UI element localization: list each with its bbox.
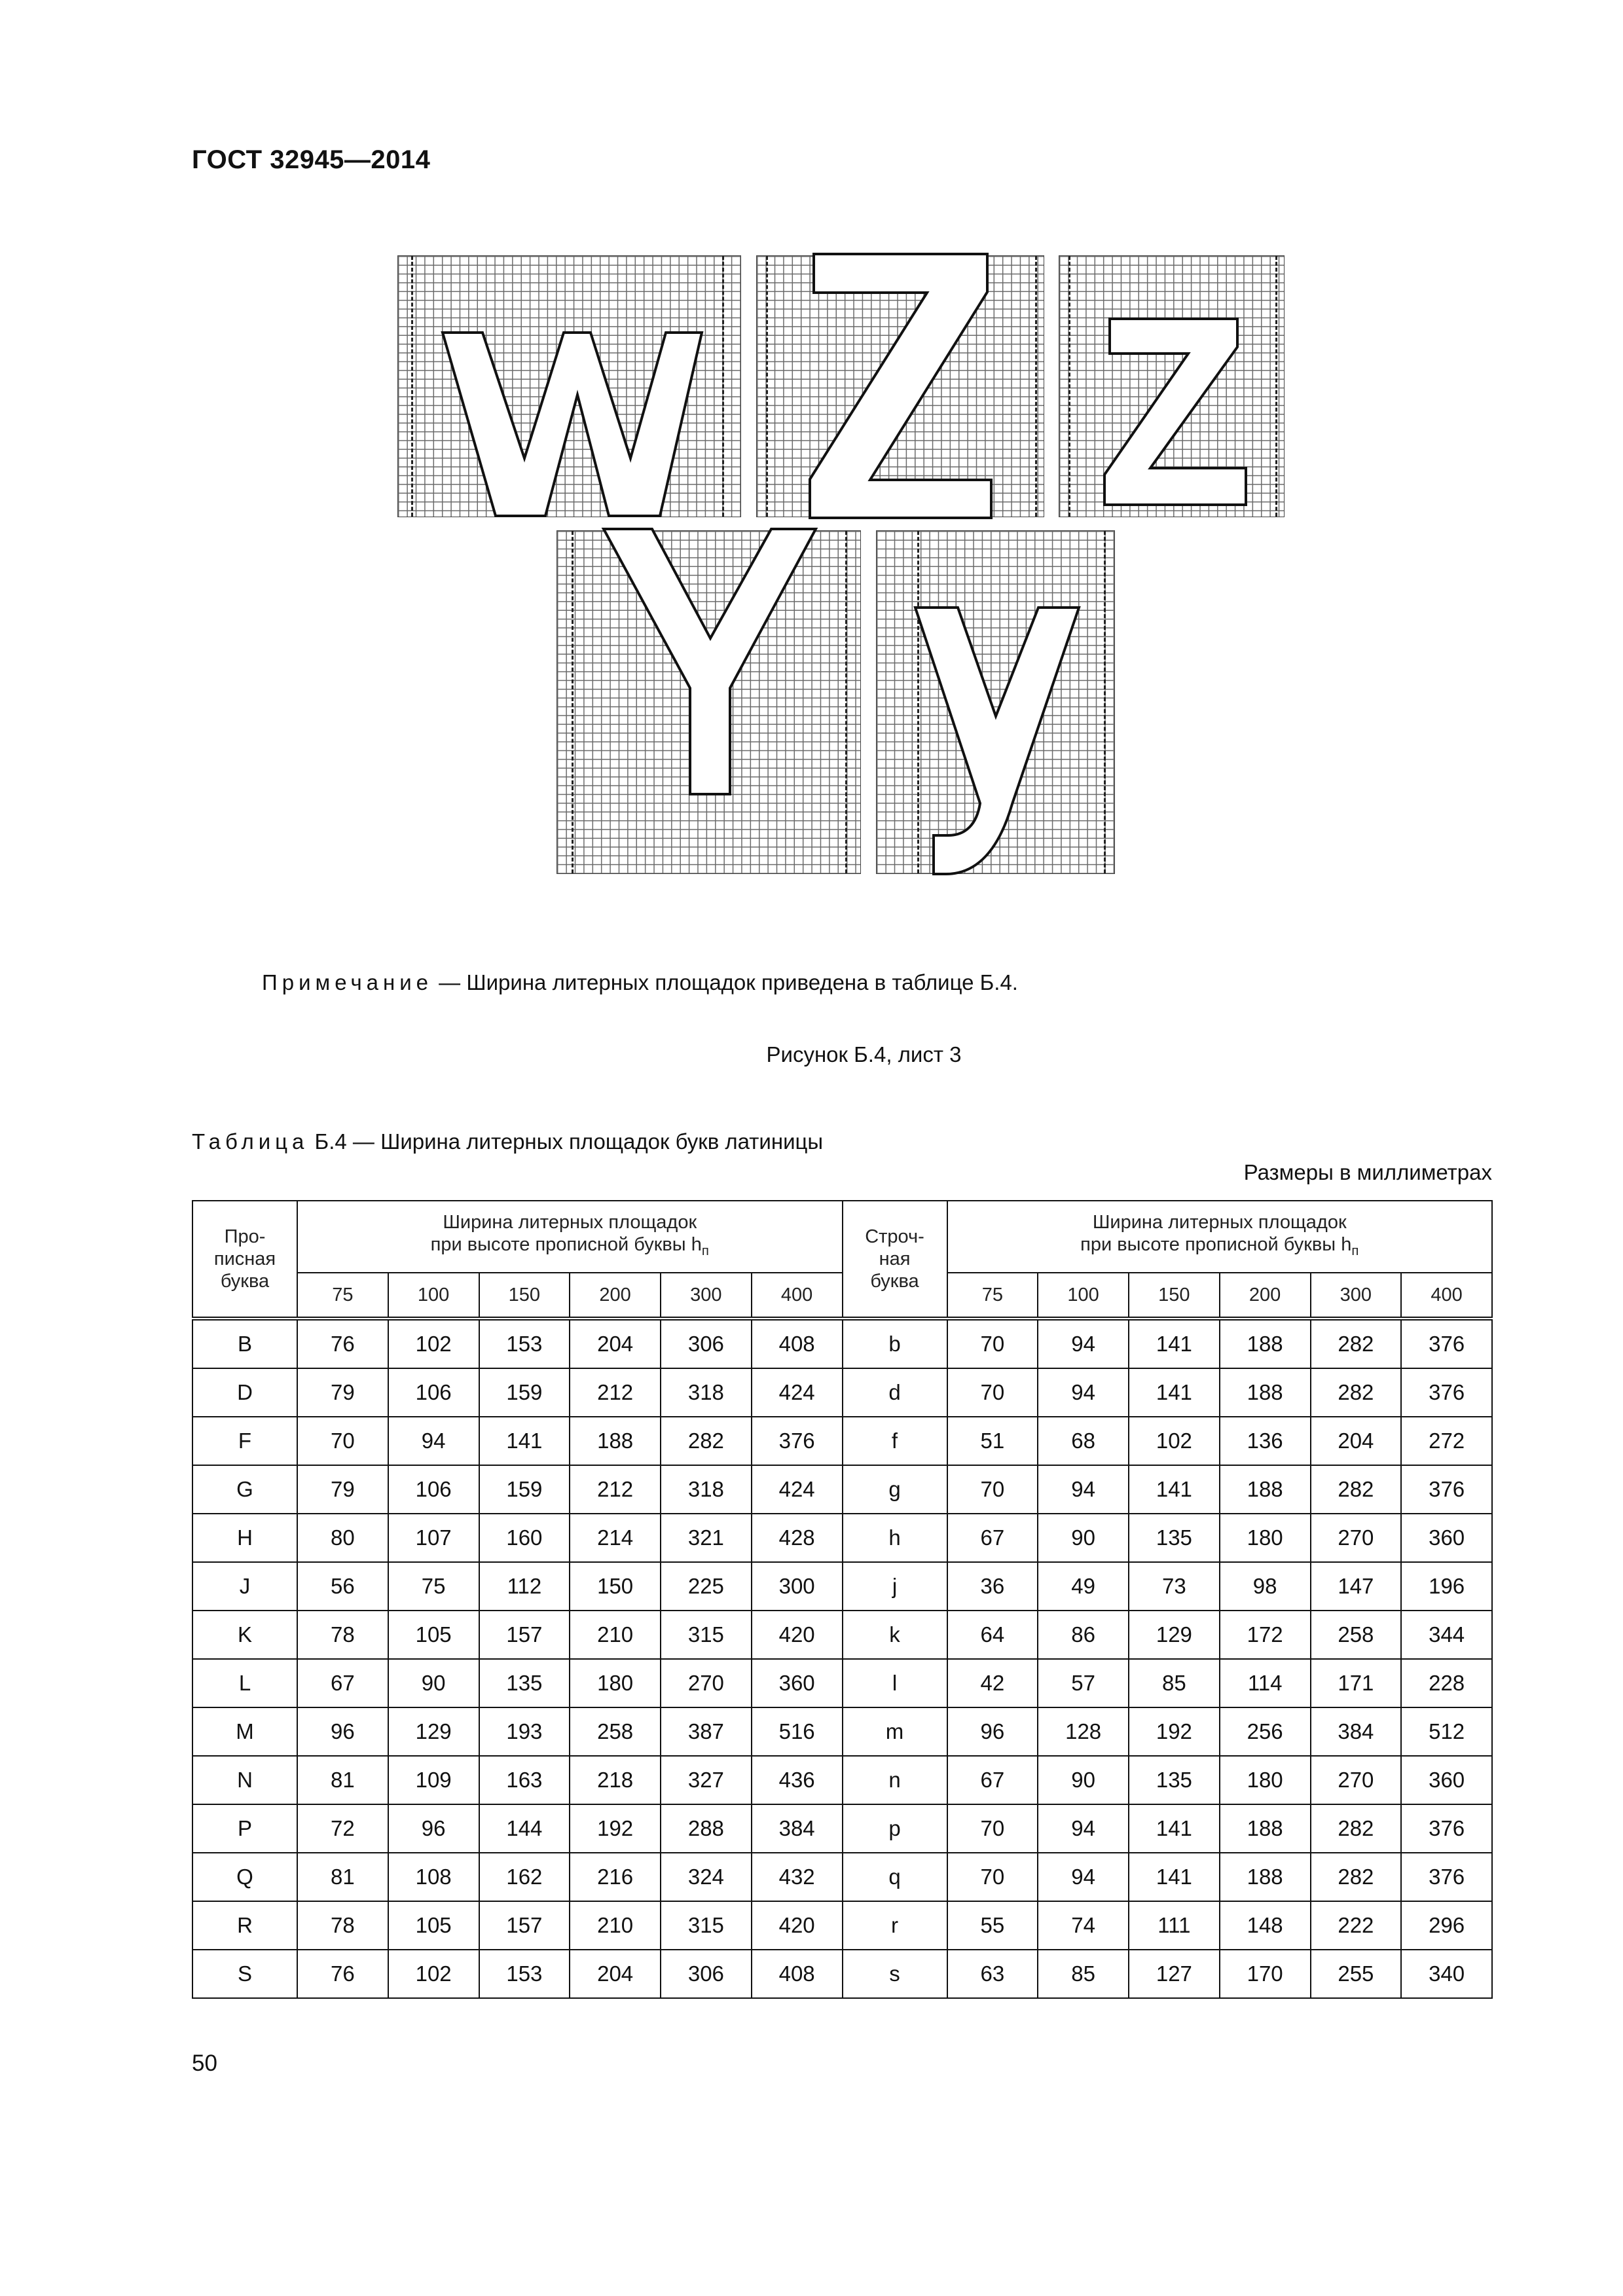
figure-caption: Рисунок Б.4, лист 3 — [766, 1042, 962, 1066]
width-cell: 102 — [388, 1319, 479, 1368]
width-cell: 109 — [388, 1756, 479, 1804]
letter-cell: B — [192, 1319, 297, 1368]
width-cell: 128 — [1038, 1707, 1129, 1756]
letter-cell: G — [192, 1465, 297, 1514]
width-cell: 159 — [479, 1368, 570, 1417]
width-cell: 114 — [1220, 1659, 1311, 1707]
width-cell: 315 — [661, 1611, 752, 1659]
width-cell: 180 — [570, 1659, 661, 1707]
width-cell: 96 — [297, 1707, 388, 1756]
width-cell: 424 — [752, 1368, 843, 1417]
width-cell: 135 — [1129, 1514, 1220, 1562]
width-cell: 282 — [1311, 1319, 1402, 1368]
width-cell: 81 — [297, 1853, 388, 1901]
width-cell: 258 — [1311, 1611, 1402, 1659]
letter-cell: F — [192, 1417, 297, 1465]
width-cell: 270 — [1311, 1514, 1402, 1562]
width-cell: 188 — [1220, 1368, 1311, 1417]
width-cell: 57 — [1038, 1659, 1129, 1707]
width-cell: 196 — [1401, 1562, 1492, 1611]
width-cell: 222 — [1311, 1901, 1402, 1950]
width-cell: 111 — [1129, 1901, 1220, 1950]
letter-cell: s — [843, 1950, 947, 1998]
height-col: 100 — [388, 1273, 479, 1319]
width-cell: 288 — [661, 1804, 752, 1853]
width-cell: 94 — [1038, 1319, 1129, 1368]
width-cell: 72 — [297, 1804, 388, 1853]
note-label: Примечание — [262, 970, 433, 994]
width-cell: 85 — [1129, 1659, 1220, 1707]
letter-cell: l — [843, 1659, 947, 1707]
header-width-line1: Ширина литерных площадок — [443, 1212, 697, 1233]
height-col: 75 — [947, 1273, 1038, 1319]
width-cell: 70 — [947, 1368, 1038, 1417]
header-width-lower — [947, 1201, 1493, 1273]
width-cell: 318 — [661, 1465, 752, 1514]
letter-cell: m — [843, 1707, 947, 1756]
width-cell: 159 — [479, 1465, 570, 1514]
table-row — [192, 1611, 1492, 1659]
width-cell: 157 — [479, 1901, 570, 1950]
width-cell: 282 — [1311, 1368, 1402, 1417]
width-cell: 512 — [1401, 1707, 1492, 1756]
width-cell: 144 — [479, 1804, 570, 1853]
width-cell: 112 — [479, 1562, 570, 1611]
width-cell: 255 — [1311, 1950, 1402, 1998]
letter-cell: S — [192, 1950, 297, 1998]
width-cell: 141 — [1129, 1465, 1220, 1514]
letter-width-table — [192, 1200, 1493, 1999]
width-cell: 127 — [1129, 1950, 1220, 1998]
width-cell: 64 — [947, 1611, 1038, 1659]
width-cell: 212 — [570, 1465, 661, 1514]
width-cell: 68 — [1038, 1417, 1129, 1465]
width-cell: 432 — [752, 1853, 843, 1901]
width-cell: 180 — [1220, 1514, 1311, 1562]
width-cell: 74 — [1038, 1901, 1129, 1950]
width-cell: 90 — [1038, 1514, 1129, 1562]
letter-cell: r — [843, 1901, 947, 1950]
width-cell: 102 — [388, 1950, 479, 1998]
width-cell: 212 — [570, 1368, 661, 1417]
width-cell: 321 — [661, 1514, 752, 1562]
width-cell: 78 — [297, 1901, 388, 1950]
width-cell: 105 — [388, 1901, 479, 1950]
width-cell: 193 — [479, 1707, 570, 1756]
width-cell: 80 — [297, 1514, 388, 1562]
width-cell: 79 — [297, 1368, 388, 1417]
table-row — [192, 1659, 1492, 1707]
width-cell: 428 — [752, 1514, 843, 1562]
table-row — [192, 1707, 1492, 1756]
letter-cell: R — [192, 1901, 297, 1950]
width-cell: 218 — [570, 1756, 661, 1804]
width-cell: 360 — [752, 1659, 843, 1707]
width-cell: 96 — [947, 1707, 1038, 1756]
width-cell: 296 — [1401, 1901, 1492, 1950]
width-cell: 344 — [1401, 1611, 1492, 1659]
width-cell: 70 — [947, 1853, 1038, 1901]
table-row — [192, 1514, 1492, 1562]
width-cell: 192 — [570, 1804, 661, 1853]
width-cell: 51 — [947, 1417, 1038, 1465]
table-body — [192, 1319, 1492, 1998]
width-cell: 78 — [297, 1611, 388, 1659]
width-cell: 306 — [661, 1319, 752, 1368]
letter-cell: h — [843, 1514, 947, 1562]
letter-cell: K — [192, 1611, 297, 1659]
width-cell: 318 — [661, 1368, 752, 1417]
table-row — [192, 1853, 1492, 1901]
width-cell: 376 — [1401, 1319, 1492, 1368]
letter-cell: Q — [192, 1853, 297, 1901]
width-cell: 141 — [479, 1417, 570, 1465]
letter-cell: f — [843, 1417, 947, 1465]
width-cell: 170 — [1220, 1950, 1311, 1998]
width-cell: 424 — [752, 1465, 843, 1514]
width-cell: 153 — [479, 1950, 570, 1998]
width-cell: 188 — [570, 1417, 661, 1465]
height-col: 75 — [297, 1273, 388, 1319]
width-cell: 94 — [1038, 1465, 1129, 1514]
header-uppercase: Про- писная буква — [192, 1201, 297, 1319]
header-width-line2: при высоте прописной буквы h — [1080, 1234, 1352, 1256]
width-cell: 256 — [1220, 1707, 1311, 1756]
width-cell: 282 — [1311, 1804, 1402, 1853]
letter-cell: N — [192, 1756, 297, 1804]
width-cell: 42 — [947, 1659, 1038, 1707]
width-cell: 340 — [1401, 1950, 1492, 1998]
letter-cell: g — [843, 1465, 947, 1514]
width-cell: 408 — [752, 1950, 843, 1998]
document-header: ГОСТ 32945—2014 — [192, 145, 431, 174]
width-cell: 376 — [1401, 1465, 1492, 1514]
width-cell: 315 — [661, 1901, 752, 1950]
width-cell: 108 — [388, 1853, 479, 1901]
table-caption — [192, 1129, 823, 1154]
width-cell: 55 — [947, 1901, 1038, 1950]
header-width-sub: п — [1351, 1243, 1359, 1258]
width-cell: 102 — [1129, 1417, 1220, 1465]
width-cell: 79 — [297, 1465, 388, 1514]
height-col: 300 — [661, 1273, 752, 1319]
figure-note — [262, 970, 1018, 995]
height-col: 400 — [1401, 1273, 1492, 1319]
width-cell: 63 — [947, 1950, 1038, 1998]
width-cell: 306 — [661, 1950, 752, 1998]
width-cell: 172 — [1220, 1611, 1311, 1659]
height-col: 200 — [1220, 1273, 1311, 1319]
width-cell: 141 — [1129, 1853, 1220, 1901]
width-cell: 141 — [1129, 1368, 1220, 1417]
width-cell: 129 — [1129, 1611, 1220, 1659]
width-cell: 67 — [297, 1659, 388, 1707]
table-row — [192, 1562, 1492, 1611]
width-cell: 360 — [1401, 1514, 1492, 1562]
width-cell: 516 — [752, 1707, 843, 1756]
width-cell: 56 — [297, 1562, 388, 1611]
width-cell: 270 — [661, 1659, 752, 1707]
width-cell: 204 — [1311, 1417, 1402, 1465]
width-cell: 384 — [752, 1804, 843, 1853]
width-cell: 76 — [297, 1950, 388, 1998]
header-width-line1: Ширина литерных площадок — [1092, 1212, 1347, 1233]
table-row — [192, 1804, 1492, 1853]
height-col: 150 — [1129, 1273, 1220, 1319]
page-number: 50 — [192, 2050, 217, 2076]
letter-cell: b — [843, 1319, 947, 1368]
width-cell: 67 — [947, 1514, 1038, 1562]
width-cell: 327 — [661, 1756, 752, 1804]
width-cell: 148 — [1220, 1901, 1311, 1950]
width-cell: 147 — [1311, 1562, 1402, 1611]
width-cell: 258 — [570, 1707, 661, 1756]
table-row — [192, 1950, 1492, 1998]
letter-cell: d — [843, 1368, 947, 1417]
width-cell: 282 — [1311, 1465, 1402, 1514]
width-cell: 90 — [1038, 1756, 1129, 1804]
width-cell: 86 — [1038, 1611, 1129, 1659]
width-cell: 188 — [1220, 1804, 1311, 1853]
height-col: 200 — [570, 1273, 661, 1319]
width-cell: 96 — [388, 1804, 479, 1853]
width-cell: 387 — [661, 1707, 752, 1756]
letter-cell: p — [843, 1804, 947, 1853]
letter-cell: j — [843, 1562, 947, 1611]
width-cell: 70 — [297, 1417, 388, 1465]
table-caption-label: Таблица — [192, 1129, 309, 1154]
width-cell: 324 — [661, 1853, 752, 1901]
width-cell: 270 — [1311, 1756, 1402, 1804]
width-cell: 376 — [1401, 1368, 1492, 1417]
width-cell: 70 — [947, 1804, 1038, 1853]
width-cell: 204 — [570, 1319, 661, 1368]
width-cell: 225 — [661, 1562, 752, 1611]
width-cell: 85 — [1038, 1950, 1129, 1998]
width-cell: 376 — [752, 1417, 843, 1465]
width-cell: 420 — [752, 1611, 843, 1659]
width-cell: 73 — [1129, 1562, 1220, 1611]
width-cell: 163 — [479, 1756, 570, 1804]
height-col: 300 — [1311, 1273, 1402, 1319]
width-cell: 360 — [1401, 1756, 1492, 1804]
letter-cell: M — [192, 1707, 297, 1756]
width-cell: 98 — [1220, 1562, 1311, 1611]
width-cell: 150 — [570, 1562, 661, 1611]
letter-cell: q — [843, 1853, 947, 1901]
width-cell: 90 — [388, 1659, 479, 1707]
width-cell: 135 — [1129, 1756, 1220, 1804]
width-cell: 282 — [661, 1417, 752, 1465]
table-row — [192, 1901, 1492, 1950]
width-cell: 228 — [1401, 1659, 1492, 1707]
width-cell: 210 — [570, 1611, 661, 1659]
letter-cell: D — [192, 1368, 297, 1417]
table-units: Размеры в миллиметрах — [1243, 1160, 1492, 1184]
width-cell: 141 — [1129, 1804, 1220, 1853]
width-cell: 282 — [1311, 1853, 1402, 1901]
width-cell: 76 — [297, 1319, 388, 1368]
letter-cell: n — [843, 1756, 947, 1804]
width-cell: 94 — [388, 1417, 479, 1465]
width-cell: 408 — [752, 1319, 843, 1368]
width-cell: 300 — [752, 1562, 843, 1611]
letter-cell: k — [843, 1611, 947, 1659]
table-row — [192, 1417, 1492, 1465]
width-cell: 204 — [570, 1950, 661, 1998]
width-cell: 135 — [479, 1659, 570, 1707]
width-cell: 70 — [947, 1319, 1038, 1368]
width-cell: 106 — [388, 1465, 479, 1514]
table-row — [192, 1368, 1492, 1417]
letter-cell: L — [192, 1659, 297, 1707]
table-row — [192, 1319, 1492, 1368]
width-cell: 436 — [752, 1756, 843, 1804]
width-cell: 188 — [1220, 1319, 1311, 1368]
width-cell: 141 — [1129, 1319, 1220, 1368]
width-cell: 94 — [1038, 1368, 1129, 1417]
width-cell: 420 — [752, 1901, 843, 1950]
width-cell: 160 — [479, 1514, 570, 1562]
width-cell: 180 — [1220, 1756, 1311, 1804]
height-col: 150 — [479, 1273, 570, 1319]
table-caption-text: Б.4 — Ширина литерных площадок букв латиницы — [308, 1129, 824, 1154]
width-cell: 188 — [1220, 1465, 1311, 1514]
width-cell: 171 — [1311, 1659, 1402, 1707]
width-cell: 214 — [570, 1514, 661, 1562]
width-cell: 49 — [1038, 1562, 1129, 1611]
table-row — [192, 1756, 1492, 1804]
letter-cell: J — [192, 1562, 297, 1611]
header-lowercase: Строч- ная буква — [843, 1201, 947, 1319]
width-cell: 67 — [947, 1756, 1038, 1804]
width-cell: 216 — [570, 1853, 661, 1901]
letter-cell: H — [192, 1514, 297, 1562]
height-col: 400 — [752, 1273, 843, 1319]
letter-cell: P — [192, 1804, 297, 1853]
width-cell: 105 — [388, 1611, 479, 1659]
width-cell: 107 — [388, 1514, 479, 1562]
width-cell: 188 — [1220, 1853, 1311, 1901]
width-cell: 376 — [1401, 1853, 1492, 1901]
width-cell: 384 — [1311, 1707, 1402, 1756]
note-text: — Ширина литерных площадок приведена в таблице Б.4. — [433, 970, 1018, 994]
width-cell: 81 — [297, 1756, 388, 1804]
width-cell: 36 — [947, 1562, 1038, 1611]
width-cell: 136 — [1220, 1417, 1311, 1465]
width-cell: 210 — [570, 1901, 661, 1950]
width-cell: 94 — [1038, 1853, 1129, 1901]
header-width-sub: п — [701, 1243, 709, 1258]
width-cell: 162 — [479, 1853, 570, 1901]
width-cell: 376 — [1401, 1804, 1492, 1853]
width-cell: 157 — [479, 1611, 570, 1659]
width-cell: 192 — [1129, 1707, 1220, 1756]
width-cell: 75 — [388, 1562, 479, 1611]
table-row — [192, 1465, 1492, 1514]
width-cell: 70 — [947, 1465, 1038, 1514]
width-cell: 129 — [388, 1707, 479, 1756]
header-width-line2: при высоте прописной буквы h — [430, 1234, 702, 1256]
width-cell: 106 — [388, 1368, 479, 1417]
header-width-upper — [297, 1201, 843, 1273]
height-col: 100 — [1038, 1273, 1129, 1319]
width-cell: 94 — [1038, 1804, 1129, 1853]
width-cell: 272 — [1401, 1417, 1492, 1465]
width-cell: 153 — [479, 1319, 570, 1368]
